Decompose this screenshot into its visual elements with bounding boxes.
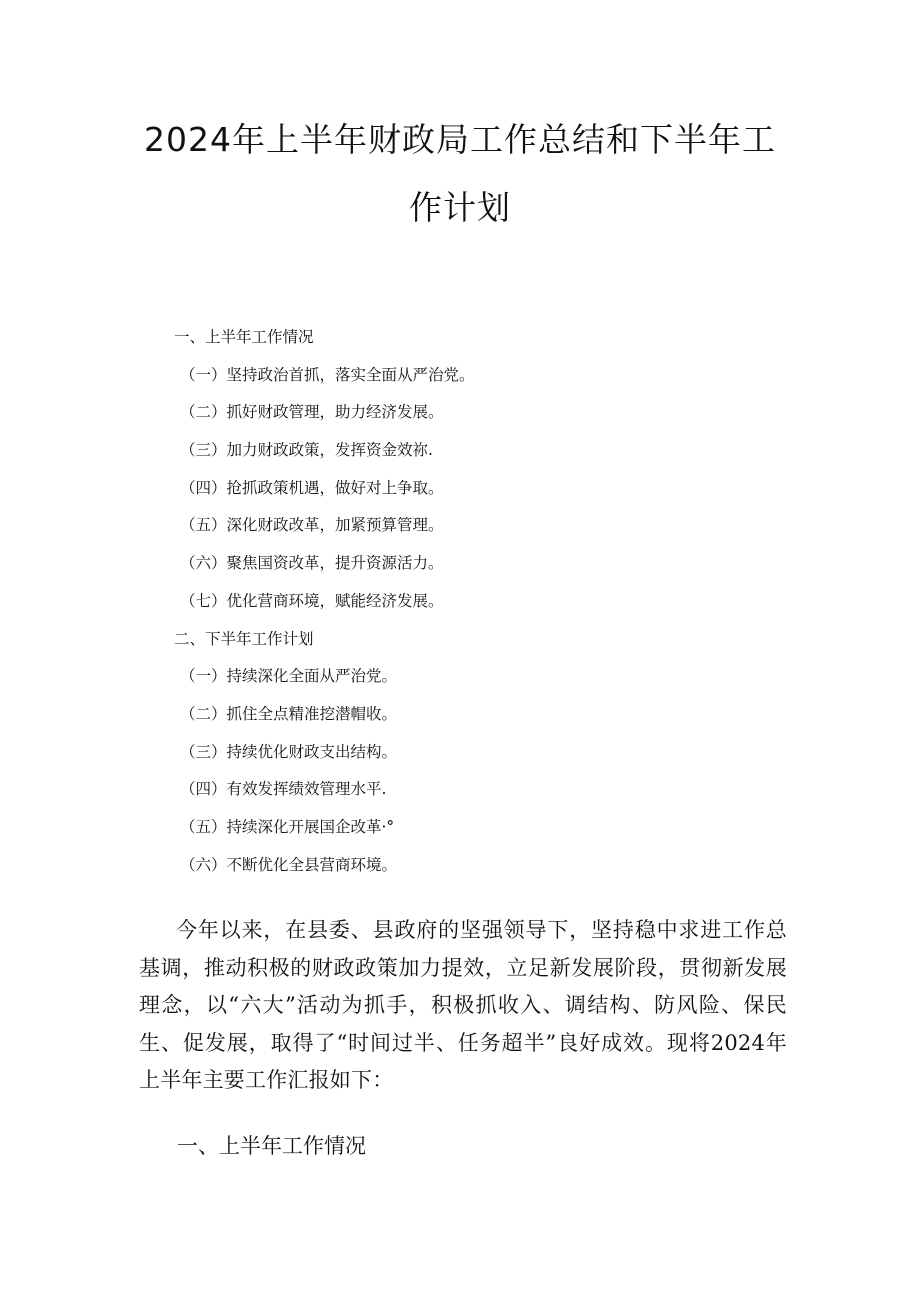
table-of-contents	[170, 326, 770, 891]
toc-item: （一）坚持政治首抓，落实全面从严治党。	[180, 365, 475, 384]
toc-item: （二）抓好财政管理，助力经济发展。	[180, 403, 444, 422]
document-title-line-1: 2024年上半年财政局工作总结和下半年工	[144, 120, 776, 159]
toc-item: （七）优化营商环境，赋能经济发展。	[180, 591, 444, 610]
toc-item: （二）抓住全点精准挖潜帽收。	[180, 704, 398, 723]
toc-item: （六）不断优化全县营商环境。	[180, 855, 398, 874]
toc-item: （一）持续深化全面从严治党。	[180, 667, 398, 686]
toc-item: （五）持续深化开展国企改革·°	[180, 817, 395, 836]
document-title-line-2: 作计划	[409, 188, 511, 227]
toc-item: （四）有效发挥绩效管理水平.	[180, 780, 387, 799]
intro-paragraph: 今年以来，在县委、县政府的坚强领导下，坚持稳中求进工作总基调，推动积极的财政政策加力提效，立足新发展阶段，贯彻新发展理念，以“六大”活动为抓手，积极抓收入、调结构、防风险、保民生、促发展，取得了“时间过半、任务超半”良好成效。现将2024年上半年主要工作汇报如下：	[139, 918, 787, 1093]
toc-item: （五）深化财政改革，加紧预算管理。	[180, 516, 444, 535]
toc-item: （四）抢抓政策机遇，做好对上争取。	[180, 478, 444, 497]
toc-item: （六）聚焦国资改革，提升资源活力。	[180, 554, 444, 573]
toc-item: （三）持续优化财政支出结构。	[180, 742, 398, 761]
toc-section-heading: 二、下半年工作计划	[174, 629, 314, 648]
toc-item: （三）加力财政政策，发挥资金效祢.	[180, 441, 433, 460]
section-heading: 一、上半年工作情况	[177, 1134, 366, 1158]
toc-section-heading: 一、上半年工作情况	[174, 328, 314, 346]
